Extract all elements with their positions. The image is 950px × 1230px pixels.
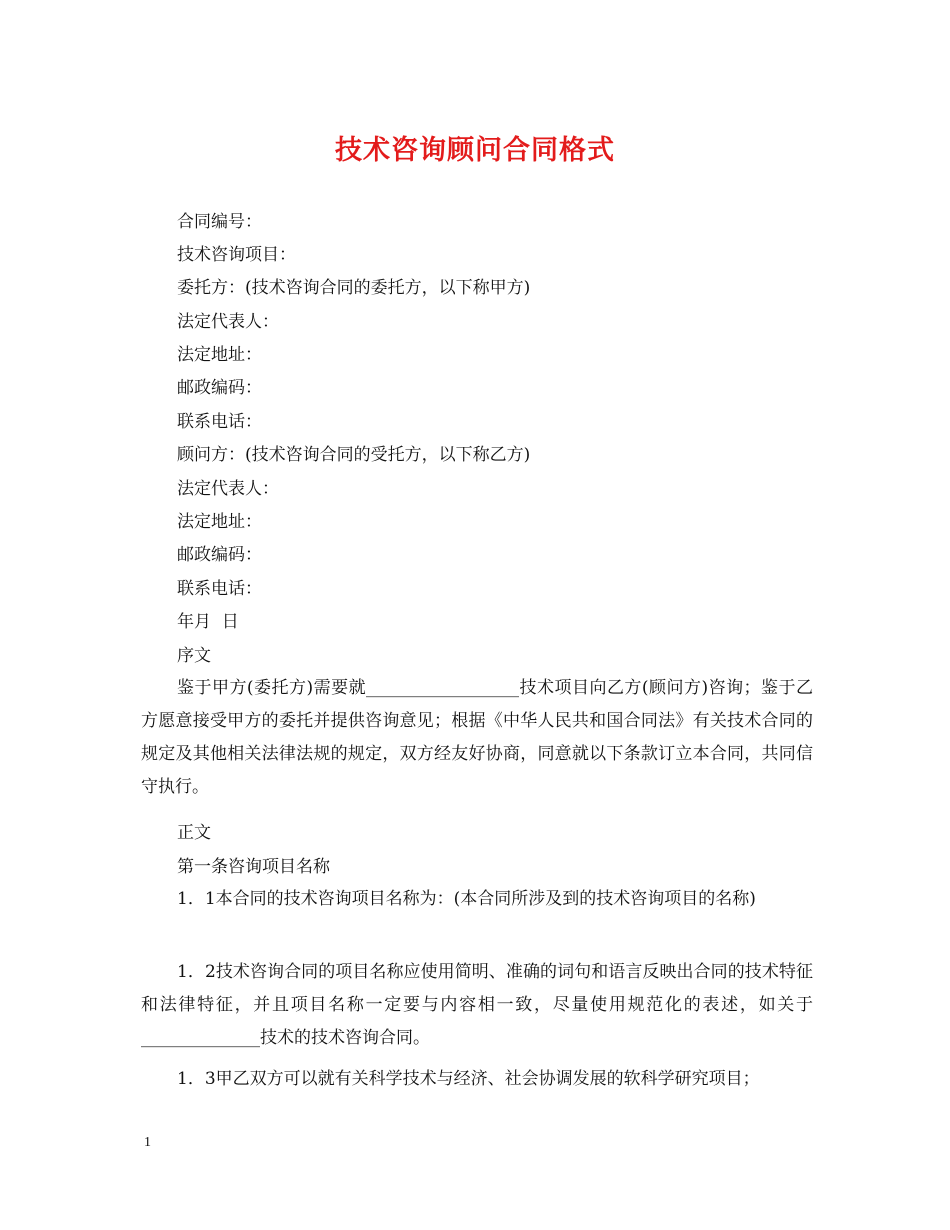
client-postcode-field: 邮政编码： xyxy=(177,378,262,398)
document-title: 技术咨询顾问合同格式 xyxy=(335,135,615,166)
date-field: 年月 日 xyxy=(177,612,239,632)
client-address-field: 法定地址： xyxy=(177,345,262,365)
client-phone-field: 联系电话： xyxy=(177,412,262,432)
page-number: 1 xyxy=(144,1135,151,1150)
client-party-field: 委托方：(技术咨询合同的委托方，以下称甲方) xyxy=(177,278,531,298)
consultant-address-field: 法定地址： xyxy=(177,512,262,532)
clause-1-3: 1．3甲乙双方可以就有关科学技术与经济、社会协调发展的软科学研究项目； xyxy=(177,1069,760,1089)
clause-1-2: 1．2技术咨询合同的项目名称应使用简明、准确的词句和语言反映出合同的技术特征和法律特征，并且项目名称一定要与内容相一致，尽量使用规范化的表述，如关于______________技术的技术咨询合同。 xyxy=(141,962,813,1048)
body-heading: 正文 xyxy=(177,823,211,843)
consultant-legal-rep-field: 法定代表人： xyxy=(177,479,279,499)
client-legal-rep-field: 法定代表人： xyxy=(177,312,279,332)
contract-number-field: 合同编号： xyxy=(177,212,262,232)
article-1-heading: 第一条咨询项目名称 xyxy=(177,857,330,877)
preface-heading: 序文 xyxy=(177,646,211,666)
consulting-project-field: 技术咨询项目： xyxy=(177,245,296,265)
consultant-party-field: 顾问方：(技术咨询合同的受托方，以下称乙方) xyxy=(177,445,531,465)
consultant-postcode-field: 邮政编码： xyxy=(177,545,262,565)
preamble-paragraph: 鉴于甲方(委托方)需要就__________________技术项目向乙方(顾问方)咨询；鉴于乙方愿意接受甲方的委托并提供咨询意见；根据《中华人民共和国合同法》有关技术合同的规定及其他相关法律法规的规定，双方经友好协商，同意就以下条款订立本合同，共同信守执行。 xyxy=(141,678,813,797)
clause-1-1: 1．1本合同的技术咨询项目名称为：(本合同所涉及到的技术咨询项目的名称) xyxy=(177,889,756,909)
consultant-phone-field: 联系电话： xyxy=(177,579,262,599)
